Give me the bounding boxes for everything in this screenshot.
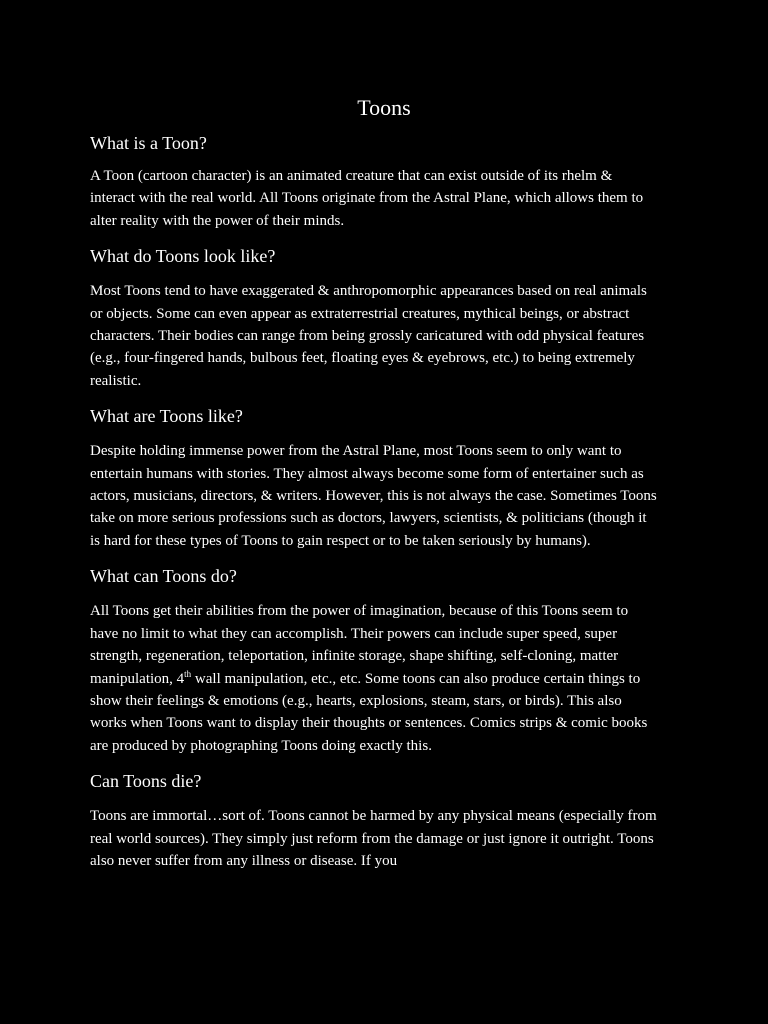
- section-body-appearance: Most Toons tend to have exaggerated & anthropomorphic appearances based on real animals or objects. Some can even appear as extraterrestrial creatures, mythical beings, or abstract characters. Their bodies can range from being grossly caricatured with odd physical features (e.g., four-fingered hands, bulbous feet, floating eyes & eyebrows, etc.) to being extremely realistic.: [90, 283, 647, 389]
- section-heading-personality: What are Toons like?: [90, 406, 243, 427]
- ordinal-superscript: th: [184, 668, 192, 679]
- section-heading-abilities: What can Toons do?: [90, 566, 237, 587]
- section-body-mortality: Toons are immortal…sort of. Toons cannot be harmed by any physical means (especially from real world sources). They simply just reform from the damage or just ignore it outright. Toons also never suffer from any illness or disease. If you: [90, 808, 657, 869]
- section-heading-what-is-a-toon: What is a Toon?: [90, 133, 207, 153]
- section-heading-appearance: What do Toons look like?: [90, 246, 276, 267]
- section-heading-mortality: Can Toons die?: [90, 771, 202, 792]
- section-body-abilities: [90, 600, 660, 757]
- abilities-text-part-2: wall manipulation, etc., etc. Some toons can also produce certain things to show their feelings & emotions (e.g., hearts, explosions, steam, stars, or birds). This also works when Toons want to display their thoughts or sentences. Comics strips & comic books are produced by photographing Toons doing exactly this.: [90, 670, 648, 754]
- abilities-text-part-1: All Toons get their abilities from the power of imagination, because of this Toons seem to have no limit to what they can accomplish. Their powers can include super speed, super strength, regeneration, teleportation, infinite storage, shape shifting, self-cloning, matter manipulation, 4: [90, 603, 629, 687]
- page-title: Toons: [357, 95, 411, 120]
- section-body-what-is-a-toon: A Toon (cartoon character) is an animated creature that can exist outside of its rhelm & interact with the real world. All Toons originate from the Astral Plane, which allows them to alter reality with the power of their minds.: [90, 168, 644, 229]
- section-body-personality: Despite holding immense power from the Astral Plane, most Toons seem to only want to entertain humans with stories. They almost always become some form of entertainer such as actors, musicians, directors, & writers. However, this is not always the case. Sometimes Toons take on more serious professions such as doctors, lawyers, scientists, & politicians (though it is hard for these types of Toons to gain respect or to be taken seriously by humans).: [90, 443, 657, 549]
